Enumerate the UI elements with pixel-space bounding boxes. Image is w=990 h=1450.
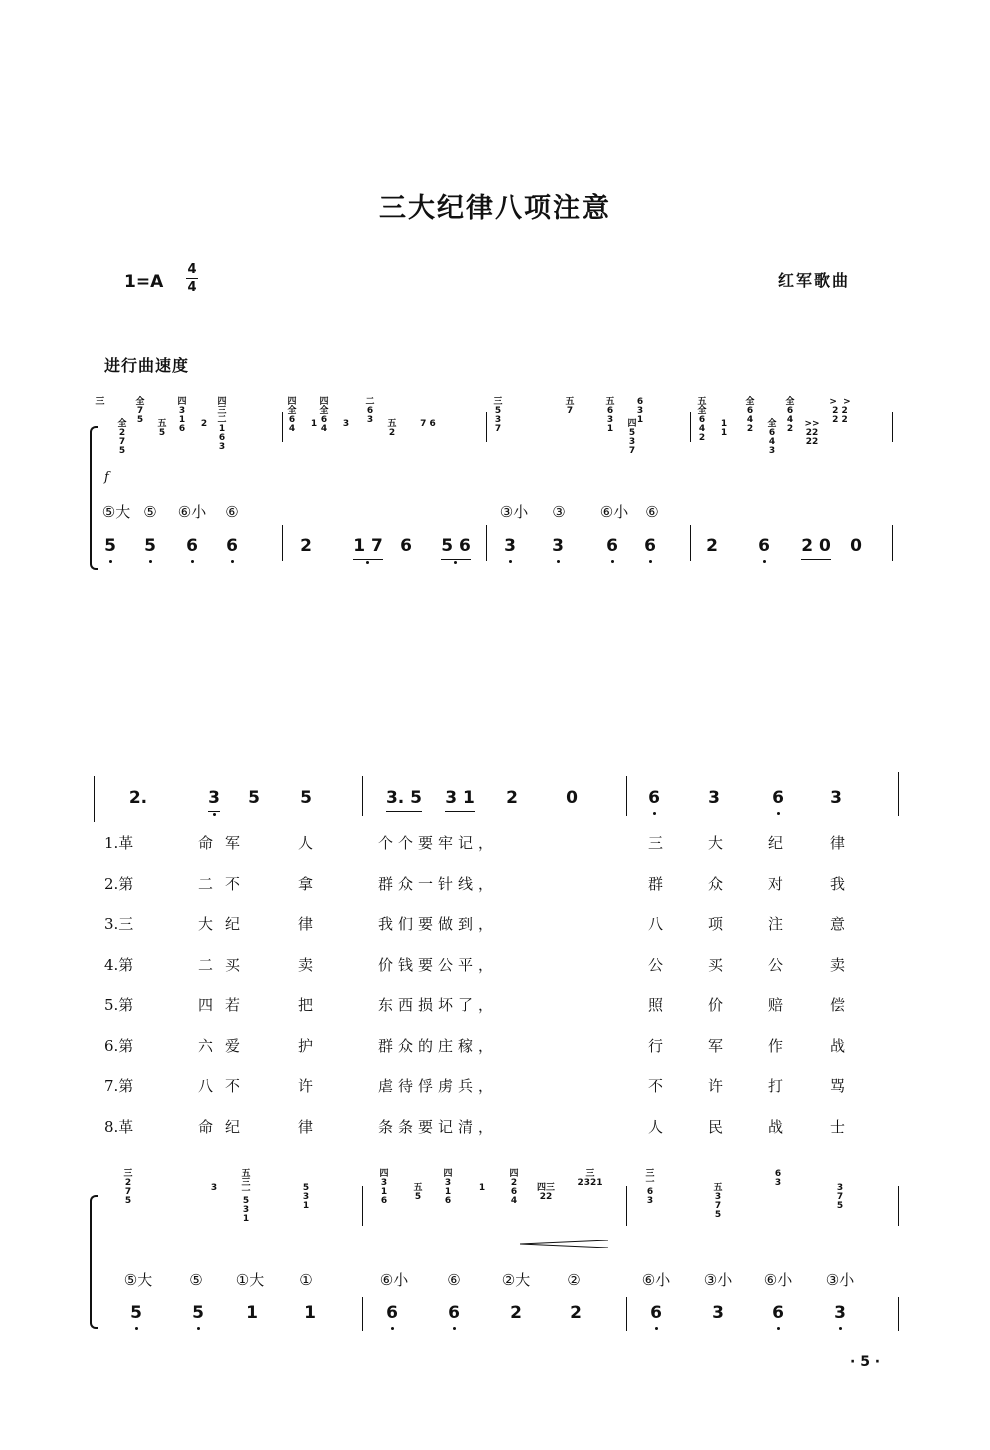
dynamic-marking: f (104, 470, 109, 485)
bass-note-text: 6 (772, 1303, 784, 1323)
bass-note-text: 5 (130, 1303, 142, 1323)
song-source: 红军歌曲 (778, 271, 851, 290)
lyric-verse-6: 行 (648, 1036, 664, 1055)
string-indicator-text: ⑤ (143, 503, 157, 521)
melody-note-text: 3 (708, 788, 720, 808)
bass-note (592, 534, 632, 558)
system1-bass-row (0, 534, 990, 558)
bass-note-text: 6 (758, 536, 770, 556)
string-indicator (118, 1268, 158, 1292)
system3-chord: 5 3 1 (302, 1183, 310, 1211)
lyric-verse-2: 群 (648, 874, 664, 893)
string-indicator-text: ⑤大 (123, 1271, 153, 1289)
bass-note (744, 534, 784, 558)
melody-note-text: 3. 5 (386, 786, 422, 812)
bass-note-text: 5 (104, 536, 116, 556)
system1-chord-upper: 全 7 5 (135, 397, 145, 425)
string-indicator (554, 1268, 594, 1292)
lyric-verse-5: 价 (708, 996, 724, 1014)
string-indicator-text: ⑥ (645, 503, 659, 521)
lyric-verse-5: 赔 (768, 996, 784, 1014)
lyric-verse-5: 照 (648, 996, 664, 1014)
bass-note (348, 534, 388, 560)
bass-note-text: 2 (300, 536, 312, 556)
system1-chord-lower: 五 5 (157, 419, 167, 438)
system1-chord-upper: 四 全 6 4 (319, 397, 329, 434)
bass-note-text: 3 (834, 1303, 846, 1323)
melody-note-text: 5 (248, 788, 260, 808)
system3-chord: 3 (210, 1183, 218, 1193)
lyric-verse-8: 律 (298, 1117, 314, 1136)
system3-chord: 五 三 一 5 3 1 (241, 1169, 251, 1224)
lyric-verse-7: 许 (298, 1077, 314, 1095)
tempo-marking: 进行曲速度 (104, 356, 190, 375)
bass-note (172, 534, 212, 558)
bass-note (212, 534, 252, 558)
string-indicator (230, 1268, 270, 1292)
bass-note-text: 6 (650, 1303, 662, 1323)
lyric-verse-5: 偿 (830, 996, 846, 1014)
song-title: 三大纪律八项注意 (379, 193, 611, 224)
system3-chord: 四 3 1 6 (443, 1169, 453, 1206)
system1-chord-upper: 四 三 二 1 6 3 (217, 397, 227, 452)
bass-note-text: 2 (510, 1303, 522, 1323)
system1-chord-lower: 全 2 7 5 (117, 419, 127, 456)
lyric-verse-6: 六爱 (198, 1036, 253, 1055)
lyric-verse-4: 4.第 (104, 955, 134, 974)
bass-note (130, 534, 170, 558)
bass-note-text: 2 0 (801, 534, 831, 560)
system1-chord-upper: 6 3 1 (636, 397, 644, 425)
lyric-verse-4: 卖 (298, 955, 314, 974)
lyric-verse-8: 命纪 (198, 1117, 253, 1136)
lyric-verse-3: 八 (648, 915, 664, 933)
lyric-verse-2: 二不 (198, 874, 253, 893)
lyric-verse-1: 命军 (198, 834, 253, 852)
lyric-verse-8: 8.革 (104, 1117, 134, 1136)
lyric-verse-1: 1.革 (104, 834, 134, 852)
melody-note (384, 786, 424, 812)
system1-chord-upper: 五 6 3 1 (605, 397, 615, 434)
bass-note (556, 1301, 596, 1325)
string-indicator-text: ② (567, 1271, 581, 1289)
melody-note (234, 786, 274, 810)
lyric-verse-1: 人 (298, 834, 314, 852)
system1-chord-upper: 四 全 6 4 (287, 397, 297, 434)
system1-string-row (0, 500, 990, 524)
system3-chord: 6 3 (774, 1169, 782, 1188)
lyric-verse-6: 战 (830, 1036, 846, 1055)
string-indicator (632, 500, 672, 524)
string-indicator-text: ⑥小 (599, 503, 629, 521)
string-indicator (434, 1268, 474, 1292)
string-indicator (172, 500, 212, 524)
lyric-verse-3: 注 (768, 915, 784, 933)
system3-chord: 三 一 6 3 (645, 1169, 655, 1206)
system1-chord-upper: 三 5 3 7 (493, 397, 503, 434)
lyric-verse-7: 不 (648, 1077, 664, 1095)
lyric-verse-4: 价钱要公平， (378, 955, 499, 974)
bass-note-text: 5 (192, 1303, 204, 1323)
system3-chord: 四 2 6 4 (509, 1169, 519, 1206)
bass-note (290, 1301, 330, 1325)
system3-barline (362, 1186, 363, 1226)
system3-chord: 三 2 7 5 (123, 1169, 133, 1206)
bass-note (434, 1301, 474, 1325)
system1-chord-upper: > > 2 2 2 2 (829, 397, 851, 425)
melody-note (552, 786, 592, 810)
lyric-verse-1: 三 (648, 834, 664, 852)
string-indicator-text: ① (299, 1271, 313, 1289)
system3-barline (898, 1186, 899, 1226)
key-signature: 1=A (124, 272, 164, 292)
melody-note-text: 3 (208, 786, 220, 812)
lyric-verse-8: 条条要记清， (378, 1117, 499, 1136)
lyric-verse-4: 买 (708, 955, 724, 974)
melody-note-text: 5 (300, 788, 312, 808)
time-signature (186, 262, 198, 295)
system3-chord: 1 (478, 1183, 486, 1193)
melody-note (194, 786, 234, 812)
string-indicator-text: ③小 (825, 1271, 855, 1289)
string-indicator (636, 1268, 676, 1292)
bass-note (758, 1301, 798, 1325)
bass-note (836, 534, 876, 558)
melody-note (492, 786, 532, 810)
lyric-verse-7: 许 (708, 1077, 724, 1095)
bass-note (286, 534, 326, 558)
system3-chord: 四三 22 (536, 1183, 555, 1202)
lyric-verse-2: 群众一针线， (378, 874, 499, 893)
lyric-verse-3: 项 (708, 915, 724, 933)
melody-note-text: 3 (830, 788, 842, 808)
system1-barline (892, 412, 893, 442)
string-indicator-text: ①大 (235, 1271, 265, 1289)
system1-chord-lower: 1 (310, 419, 318, 429)
bass-note-text: 6 (644, 536, 656, 556)
system3-chord: 五 5 (413, 1183, 423, 1202)
page-number: · 5 · (850, 1354, 881, 1370)
bass-note-text: 6 (386, 1303, 398, 1323)
lyric-verse-2: 拿 (298, 874, 314, 893)
lyric-verse-4: 公 (648, 955, 664, 974)
system1-chord-upper: 五 全 6 4 2 (697, 397, 707, 443)
system1-chord-lower: 四 5 3 7 (627, 419, 637, 456)
system3-chord: 四 3 1 6 (379, 1169, 389, 1206)
lyric-verse-2: 众 (708, 874, 724, 893)
string-indicator-text: ⑤ (189, 1271, 203, 1289)
lyric-verse-8: 士 (830, 1117, 846, 1136)
lyric-verse-6: 护 (298, 1036, 314, 1055)
lyric-verse-8: 民 (708, 1117, 724, 1136)
bass-note (496, 1301, 536, 1325)
system1-chord-lower: 1 1 (720, 419, 728, 438)
bass-note (538, 534, 578, 558)
string-indicator (539, 500, 579, 524)
string-indicator (758, 1268, 798, 1292)
lyric-verse-6: 军 (708, 1036, 724, 1055)
bass-note (692, 534, 732, 558)
string-indicator (494, 500, 534, 524)
system1-chord-upper: 二 6 3 (365, 397, 375, 425)
time-sig-top: 4 (187, 262, 197, 277)
melody-note (440, 786, 480, 812)
bass-note-text: 6 (186, 536, 198, 556)
system1-chord-lower: 2 (200, 419, 208, 429)
string-indicator-text: ③小 (499, 503, 529, 521)
lyric-verse-7: 八不 (198, 1077, 253, 1095)
bass-note (178, 1301, 218, 1325)
string-indicator (698, 1268, 738, 1292)
lyric-verse-1: 大 (708, 834, 724, 852)
bass-note-text: 6 (226, 536, 238, 556)
melody-note (634, 786, 674, 810)
lyric-verse-5: 四若 (198, 996, 253, 1014)
bass-note (436, 534, 476, 560)
bass-note-text: 1 (304, 1303, 316, 1323)
string-indicator-text: ⑥小 (379, 1271, 409, 1289)
bass-note-text: 0 (850, 536, 862, 556)
bass-note-text: 6 (606, 536, 618, 556)
lyric-verse-2: 2.第 (104, 874, 134, 893)
string-indicator (130, 500, 170, 524)
melody-note-text: 0 (566, 788, 578, 808)
string-indicator-text: ⑥小 (177, 503, 207, 521)
string-indicator-text: ⑥ (447, 1271, 461, 1289)
lyric-verse-5: 把 (298, 996, 314, 1014)
bass-note-text: 3 (552, 536, 564, 556)
string-indicator-text: ②大 (501, 1271, 531, 1289)
bass-note (796, 534, 836, 560)
lyric-verse-4: 公 (768, 955, 784, 974)
string-indicator-text: ③小 (703, 1271, 733, 1289)
bass-note (820, 1301, 860, 1325)
string-indicator (286, 1268, 326, 1292)
lyric-verse-5: 东西损坏了， (378, 996, 499, 1014)
bass-note (232, 1301, 272, 1325)
melody-note (118, 786, 158, 810)
lyric-verse-4: 卖 (830, 955, 846, 974)
bass-note-text: 5 (144, 536, 156, 556)
lyric-verse-3: 律 (298, 915, 314, 933)
lyric-verse-3: 3.三 (104, 915, 134, 933)
lyric-verse-2: 我 (830, 874, 846, 893)
melody-note-text: 3 1 (445, 786, 475, 812)
lyric-verse-4: 二买 (198, 955, 253, 974)
bass-note-text: 1 (246, 1303, 258, 1323)
lyric-verse-8: 战 (768, 1117, 784, 1136)
string-indicator-text: ⑥ (225, 503, 239, 521)
string-indicator (496, 1268, 536, 1292)
system1-chord-upper: 五 7 (565, 397, 575, 416)
lyric-verse-3: 大纪 (198, 915, 253, 933)
bass-note (372, 1301, 412, 1325)
melody-note-text: 6 (772, 788, 784, 808)
string-indicator-text: ⑥小 (641, 1271, 671, 1289)
system1-chord-upper: 四 3 1 6 (177, 397, 187, 434)
lyric-verse-7: 7.第 (104, 1077, 134, 1095)
system3-bass-row (0, 1301, 990, 1325)
lyric-verse-6: 群众的庄稼， (378, 1036, 499, 1055)
system3-barline (626, 1186, 627, 1226)
lyric-verse-7: 打 (768, 1077, 784, 1095)
bass-note-text: 6 (400, 536, 412, 556)
lyric-verse-5: 5.第 (104, 996, 134, 1014)
lyric-verse-6: 作 (768, 1036, 784, 1055)
string-indicator (212, 500, 252, 524)
bass-note-text: 6 (448, 1303, 460, 1323)
string-indicator-text: ③ (552, 503, 566, 521)
time-sig-bottom: 4 (187, 280, 197, 295)
string-indicator (374, 1268, 414, 1292)
melody-note (694, 786, 734, 810)
lyric-verse-6: 6.第 (104, 1036, 134, 1055)
bass-note-text: 3 (712, 1303, 724, 1323)
melody-note (286, 786, 326, 810)
bass-note (490, 534, 530, 558)
system1-chord-lower: 全 6 4 3 (767, 419, 777, 456)
bass-note-text: 2 (570, 1303, 582, 1323)
string-indicator (820, 1268, 860, 1292)
system1-chord-lower: 五 2 (387, 419, 397, 438)
lyric-verse-8: 人 (648, 1117, 664, 1136)
string-indicator (176, 1268, 216, 1292)
system3-string-row (0, 1268, 990, 1292)
system3-chord: 三 2321 (577, 1169, 603, 1188)
lyric-verse-1: 纪 (768, 834, 784, 852)
system1-chord-upper: 全 6 4 2 (745, 397, 755, 434)
bass-note-text: 5 6 (441, 534, 471, 560)
lyric-verse-2: 对 (768, 874, 784, 893)
bass-note-text: 2 (706, 536, 718, 556)
lyric-verse-1: 律 (830, 834, 846, 852)
bass-note (630, 534, 670, 558)
bass-note (636, 1301, 676, 1325)
system3-chord: 五 3 7 5 (713, 1183, 723, 1220)
bass-note (698, 1301, 738, 1325)
lyric-verse-7: 虐待俘虏兵， (378, 1077, 499, 1095)
system3-chord: 3 7 5 (836, 1183, 844, 1211)
lyric-verse-7: 骂 (830, 1077, 846, 1095)
decrescendo-hairpin (520, 1240, 608, 1248)
melody-note (816, 786, 856, 810)
lyric-verse-3: 我们要做到， (378, 915, 499, 933)
string-indicator (594, 500, 634, 524)
bass-note-text: 3 (504, 536, 516, 556)
system2-melody-row (0, 786, 990, 810)
system1-chord-lower: 3 (342, 419, 350, 429)
melody-note-text: 6 (648, 788, 660, 808)
string-indicator-text: ⑥小 (763, 1271, 793, 1289)
time-sig-line (186, 278, 198, 279)
string-indicator-text: ⑤大 (101, 503, 131, 521)
system1-chord-upper: 三 (95, 397, 105, 407)
lyric-verse-3: 意 (830, 915, 846, 933)
bass-note (116, 1301, 156, 1325)
lyric-verse-1: 个个要牢记， (378, 834, 499, 852)
bass-note-text: 1 7 (353, 534, 383, 560)
system1-chord-lower: >> 22 22 (804, 419, 820, 447)
bass-note (386, 534, 426, 558)
melody-note-text: 2. (128, 788, 148, 808)
bass-note (90, 534, 130, 558)
melody-note-text: 2 (506, 788, 518, 808)
system1-chord-lower: 7 6 (420, 419, 436, 429)
system1-chord-upper: 全 6 4 2 (785, 397, 795, 434)
melody-note (758, 786, 798, 810)
